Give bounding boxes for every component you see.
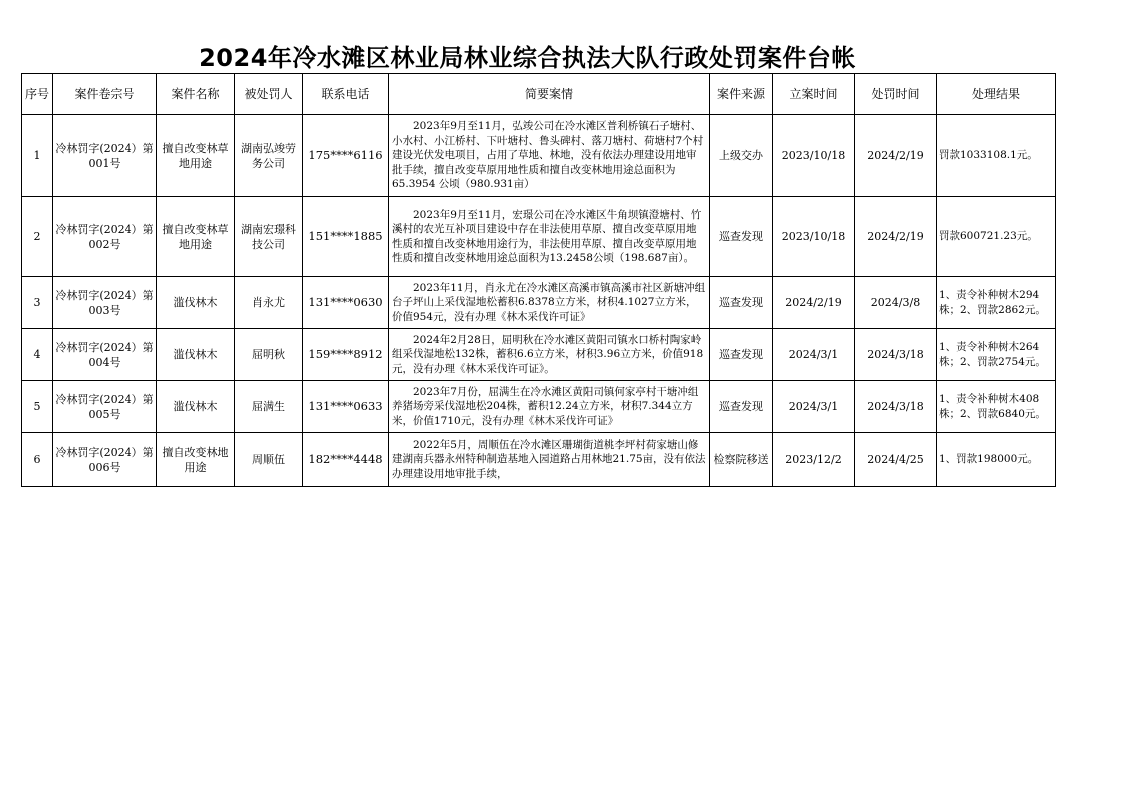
cell-result: 罚款600721.23元。 (937, 197, 1056, 277)
cell-result: 1、责令补种树木264株；2、罚款2754元。 (937, 329, 1056, 381)
cell-case-no: 冷林罚字(2024）第002号 (53, 197, 157, 277)
cell-seq: 4 (22, 329, 53, 381)
cell-source: 巡查发现 (710, 329, 773, 381)
header-penalized: 处罚时间 (855, 74, 937, 115)
cell-penalized: 2024/2/19 (855, 197, 937, 277)
cell-case-no: 冷林罚字(2024）第001号 (53, 115, 157, 197)
cell-case-name: 滥伐林木 (157, 277, 235, 329)
cell-penalized: 2024/4/25 (855, 433, 937, 487)
table-row (22, 433, 1056, 487)
cell-filed: 2023/10/18 (773, 115, 855, 197)
cell-phone: 131****0630 (303, 277, 389, 329)
cell-filed: 2023/10/18 (773, 197, 855, 277)
table-row (22, 277, 1056, 329)
cell-facts: 2023年9月至11月，宏璟公司在冷水滩区牛角坝镇澄塘村、竹溪村的农光互补项目建设中存在非法使用草原、擅自改变草原用地性质和擅自改变林地用途行为，非法使用草原、擅自改变草原用地性质和擅自改变林地用途总面积为13.2458公顷（198.687亩）。 (389, 197, 710, 277)
cell-facts: 2023年11月，肖永尤在冷水滩区高溪市镇高溪市社区新塘冲组台子坪山上采伐湿地松蓄积6.8378立方米，材积4.1027立方米，价值954元，没有办理《林木采伐许可证》 (389, 277, 710, 329)
cell-case-no: 冷林罚字(2024）第005号 (53, 381, 157, 433)
case-ledger-table (21, 73, 1056, 487)
cell-phone: 151****1885 (303, 197, 389, 277)
cell-case-name: 擅自改变林草地用途 (157, 197, 235, 277)
cell-phone: 131****0633 (303, 381, 389, 433)
cell-party: 湖南宏璟科技公司 (235, 197, 303, 277)
cell-filed: 2023/12/2 (773, 433, 855, 487)
table-row (22, 381, 1056, 433)
cell-phone: 159****8912 (303, 329, 389, 381)
table-row (22, 329, 1056, 381)
cell-penalized: 2024/3/8 (855, 277, 937, 329)
cell-result: 罚款1033108.1元。 (937, 115, 1056, 197)
cell-party: 周顺伍 (235, 433, 303, 487)
cell-party: 屈明秋 (235, 329, 303, 381)
cell-filed: 2024/2/19 (773, 277, 855, 329)
cell-facts: 2023年9月至11月，弘竣公司在冷水滩区普利桥镇石子塘村、小水村、小江桥村、下叶塘村、鲁头碑村、落刀塘村、荷塘村7个村建设光伏发电项目，占用了草地、林地，没有依法办理建设用地审批手续，擅自改变草原用地性质和擅自改变林地用途总面积为65.3954 公顷（980.931亩） (389, 115, 710, 197)
cell-facts: 2023年7月份，屈满生在冷水滩区黄阳司镇何家亭村干塘冲组养猪场旁采伐湿地松204株，蓄积12.24立方米，材积7.344立方米，价值1710元，没有办理《林木采伐许可证》 (389, 381, 710, 433)
table-row (22, 115, 1056, 197)
cell-facts: 2024年2月28日，屈明秋在冷水滩区黄阳司镇水口桥村陶家岭组采伐湿地松132株，蓄积6.6立方米，材积3.96立方米，价值918元，没有办理《林木采伐许可证》。 (389, 329, 710, 381)
cell-case-name: 擅自改变林草地用途 (157, 115, 235, 197)
cell-case-no: 冷林罚字(2024）第003号 (53, 277, 157, 329)
cell-case-name: 擅自改变林地用途 (157, 433, 235, 487)
header-source: 案件来源 (710, 74, 773, 115)
page-title: 2024年冷水滩区林业局林业综合执法大队行政处罚案件台帐 (199, 44, 856, 72)
cell-party: 屈满生 (235, 381, 303, 433)
cell-source: 巡查发现 (710, 277, 773, 329)
header-facts: 简要案情 (389, 74, 710, 115)
cell-seq: 3 (22, 277, 53, 329)
cell-filed: 2024/3/1 (773, 329, 855, 381)
cell-penalized: 2024/2/19 (855, 115, 937, 197)
table-header-row (22, 74, 1056, 115)
header-seq: 序号 (22, 74, 53, 115)
header-party: 被处罚人 (235, 74, 303, 115)
cell-source: 巡查发现 (710, 197, 773, 277)
cell-facts: 2022年5月，周顺伍在冷水滩区珊瑚街道桃李坪村荷家塘山修建湖南兵器永州特种制造基地入园道路占用林地21.75亩，没有依法办理建设用地审批手续， (389, 433, 710, 487)
cell-seq: 1 (22, 115, 53, 197)
cell-case-no: 冷林罚字(2024）第004号 (53, 329, 157, 381)
cell-case-name: 滥伐林木 (157, 329, 235, 381)
cell-result: 1、责令补种树木294株；2、罚款2862元。 (937, 277, 1056, 329)
cell-case-no: 冷林罚字(2024）第006号 (53, 433, 157, 487)
cell-phone: 175****6116 (303, 115, 389, 197)
cell-seq: 5 (22, 381, 53, 433)
cell-seq: 2 (22, 197, 53, 277)
cell-filed: 2024/3/1 (773, 381, 855, 433)
header-result: 处理结果 (937, 74, 1056, 115)
cell-result: 1、责令补种树木408株；2、罚款6840元。 (937, 381, 1056, 433)
cell-party: 肖永尤 (235, 277, 303, 329)
cell-source: 检察院移送 (710, 433, 773, 487)
cell-party: 湖南弘竣劳务公司 (235, 115, 303, 197)
table-row (22, 197, 1056, 277)
cell-penalized: 2024/3/18 (855, 381, 937, 433)
cell-result: 1、罚款198000元。 (937, 433, 1056, 487)
header-case-name: 案件名称 (157, 74, 235, 115)
header-case-no: 案件卷宗号 (53, 74, 157, 115)
header-phone: 联系电话 (303, 74, 389, 115)
header-filed: 立案时间 (773, 74, 855, 115)
cell-penalized: 2024/3/18 (855, 329, 937, 381)
cell-source: 上级交办 (710, 115, 773, 197)
cell-case-name: 滥伐林木 (157, 381, 235, 433)
cell-phone: 182****4448 (303, 433, 389, 487)
cell-seq: 6 (22, 433, 53, 487)
cell-source: 巡查发现 (710, 381, 773, 433)
